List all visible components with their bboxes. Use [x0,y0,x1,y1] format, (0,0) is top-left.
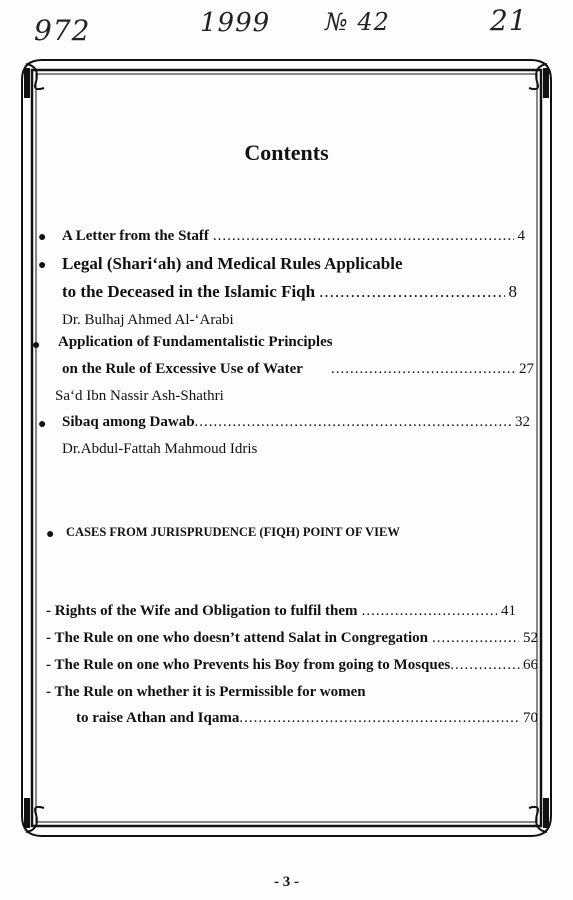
toc-entry-title: to the Deceased in the Islamic Fiqh [62,282,316,301]
case-entry-page: 52 [523,630,538,646]
handwritten-note: 1999 [200,8,271,38]
toc-entry-author: Dr.Abdul-Fattah Mahmoud Idris [62,441,258,457]
bullet-icon: ● [38,417,47,432]
case-entry-page: 70 [523,710,538,726]
toc-entry-page: 32 [515,414,530,430]
toc-entry[interactable] [62,228,525,245]
handwritten-note: № 42 [325,8,390,36]
bullet-icon: ● [38,258,47,273]
case-entry[interactable] [46,657,538,674]
case-entry-title: to raise Athan and Iqama [76,710,240,726]
case-entry[interactable] [46,630,538,647]
toc-entry[interactable] [62,361,534,378]
toc-entry-title: Legal (Shari‘ah) and Medical Rules Applicable [62,254,403,273]
case-entry-page: 66 [523,657,538,673]
bullet-icon: ● [38,230,47,245]
toc-entry-title: Application of Fundamentalistic Principles [58,334,333,350]
bullet-icon: ● [46,527,55,542]
page-title: Contents [244,140,329,165]
case-entry-title: - The Rule on one who doesn’t attend Salat in Congregation [46,630,428,646]
toc-entry-title: Sibaq among Dawab [62,414,195,430]
toc-entry[interactable] [62,282,517,302]
page-number: - 3 - [274,874,299,890]
toc-entry-author: Dr. Bulhaj Ahmed Al-‘Arabi [62,312,234,328]
case-entry-title: - The Rule on one who Prevents his Boy from going to Mosques [46,657,451,673]
toc-entry-title: A Letter from the Staff [62,228,209,244]
toc-entry-page: 27 [519,361,534,377]
case-entry-page: 41 [501,603,516,619]
toc-entry-author: Sa‘d Ibn Nassir Ash-Shathri [55,388,224,404]
toc-entry-page: 4 [517,228,525,244]
case-entry-title: - The Rule on whether it is Permissible for women [46,684,366,700]
toc-entry[interactable] [62,414,530,431]
bullet-icon: ● [32,338,41,353]
section-heading: CASES FROM JURISPRUDENCE (FIQH) POINT OF VIEW [66,525,400,539]
case-entry-title: - Rights of the Wife and Obligation to fulfil them [46,603,358,619]
toc-entry-page: 8 [508,282,517,301]
toc-entry-title: on the Rule of Excessive Use of Water [62,361,303,377]
handwritten-note: 21 [490,4,528,37]
case-entry[interactable] [76,710,538,727]
handwritten-note: 972 [34,14,91,47]
case-entry[interactable] [46,603,516,620]
